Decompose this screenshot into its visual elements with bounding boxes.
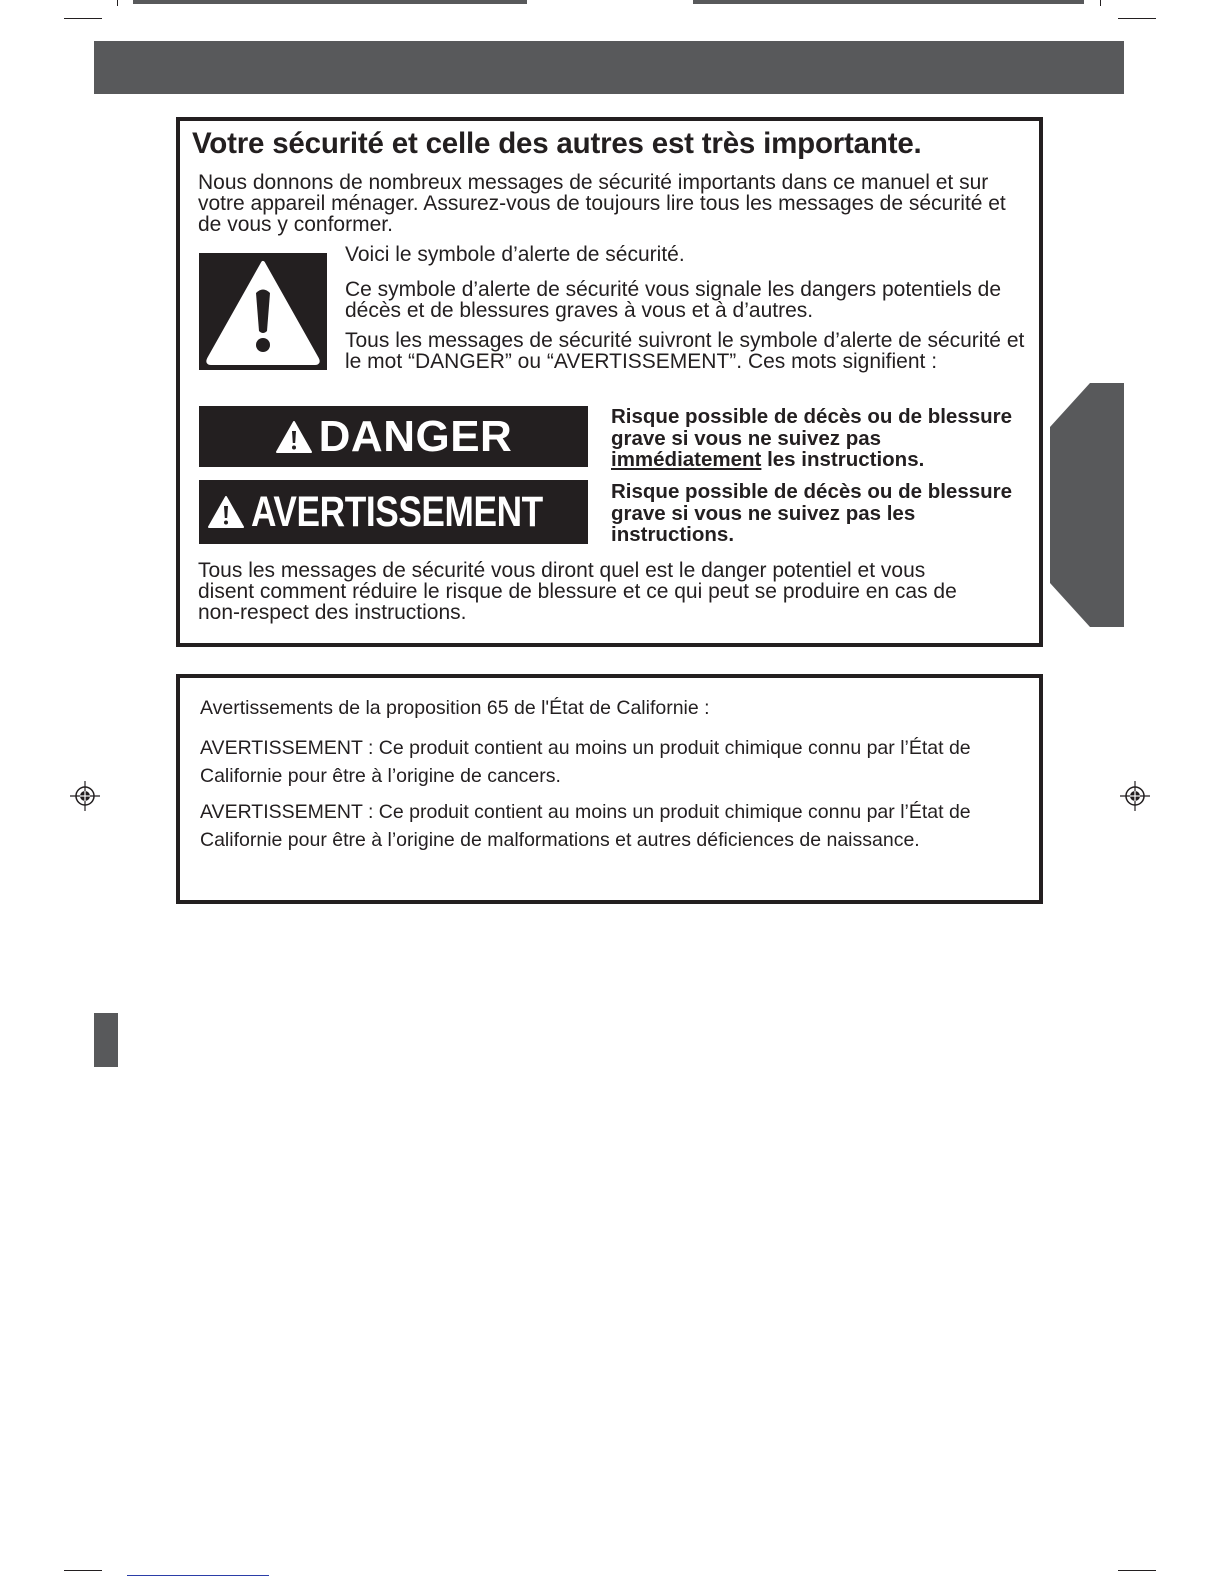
danger-desc-emphasis: immédiatement — [611, 448, 762, 471]
safety-alert-symbol — [199, 253, 327, 370]
safety-box — [176, 117, 1043, 647]
symbol-description-2: Ce symbole d’alerte de sécurité vous signale les dangers potentiels de décès et de blessures graves à vous et à d’autres. — [345, 278, 1002, 322]
bottom-print-line — [127, 1575, 269, 1576]
warning-triangle-icon — [275, 420, 313, 454]
symbol-description-1: Voici le symbole d’alerte de sécurité. — [345, 243, 685, 266]
warning-signal-word: AVERTISSEMENT — [250, 487, 543, 536]
registration-mark-icon — [1120, 781, 1150, 811]
page-edge-tab — [94, 1013, 118, 1067]
warning-signal-panel — [199, 480, 588, 544]
prop65-box — [176, 674, 1043, 904]
prop65-warning-birth-defects: AVERTISSEMENT : Ce produit contient au moins un produit chimique connu par l’État de Californie pour être à l’origine de malformations et autres déficiences de naissance. — [200, 801, 971, 851]
warning-triangle-icon — [207, 495, 245, 529]
danger-signal-panel — [199, 406, 588, 467]
safety-intro: Nous donnons de nombreux messages de sécurité importants dans ce manuel et sur votre appareil ménager. Assurez-vous de toujours lire tous les messages de sécurité et de vous y conformer. — [198, 171, 1006, 236]
danger-description — [611, 406, 1031, 471]
section-side-tab — [1050, 383, 1124, 627]
top-print-bar-right — [693, 0, 1084, 4]
crop-mark — [64, 1570, 102, 1571]
danger-signal-word: DANGER — [318, 411, 513, 461]
crop-mark — [1118, 1570, 1156, 1571]
crop-mark — [117, 0, 118, 6]
crop-mark — [1118, 18, 1156, 19]
danger-desc-text-end: les instructions. — [761, 448, 925, 471]
warning-description: Risque possible de décès ou de blessure grave si vous ne suivez pas les instructions. — [611, 480, 1013, 546]
header-band — [94, 41, 1124, 94]
prop65-heading: Avertissements de la proposition 65 de l'État de Californie : — [200, 697, 710, 719]
danger-desc-text: Risque possible de décès ou de blessure grave si vous ne suivez pas — [611, 405, 1013, 450]
registration-mark-icon — [70, 781, 100, 811]
top-print-bar-left — [133, 0, 527, 4]
warning-triangle-icon — [199, 253, 327, 370]
crop-mark — [1100, 0, 1101, 6]
safety-title: Votre sécurité et celle des autres est très importante. — [192, 127, 922, 160]
safety-closing: Tous les messages de sécurité vous diront quel est le danger potentiel et vous disent comment réduire le risque de blessure et ce qui peut se produire en cas de non-respect des instructions. — [198, 559, 957, 624]
crop-mark — [64, 18, 102, 19]
symbol-description-3: Tous les messages de sécurité suivront le symbole d’alerte de sécurité et le mot “DANGER” ou “AVERTISSEMENT”. Ces mots signifient : — [345, 329, 1025, 373]
prop65-warning-cancer: AVERTISSEMENT : Ce produit contient au moins un produit chimique connu par l’État de Californie pour être à l’origine de cancers. — [200, 737, 971, 787]
